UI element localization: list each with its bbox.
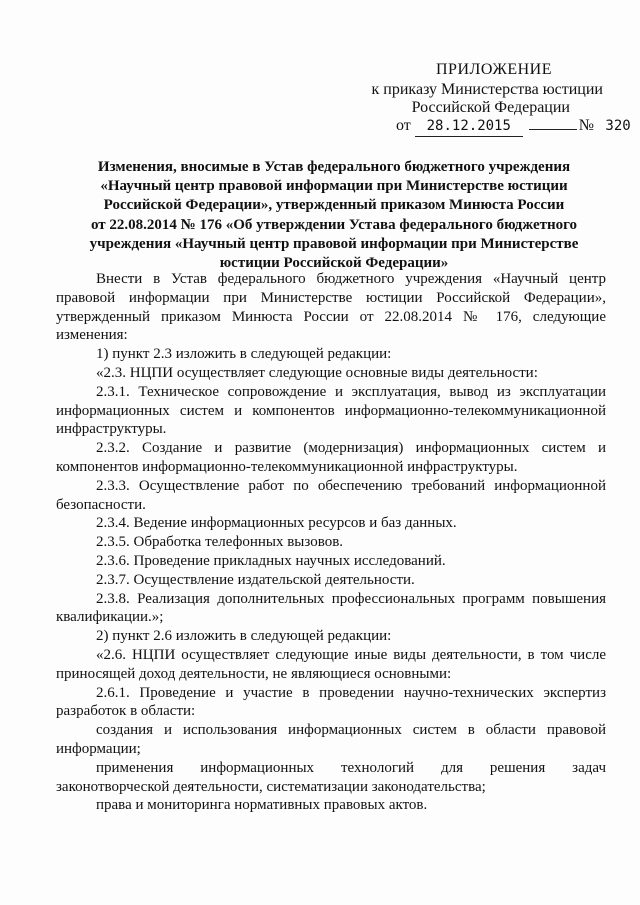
paragraph: 2) пункт 2.6 изложить в следующей редакции: [96,628,392,645]
paragraph: создания и использования информационных систем в области правовой информации; [56,722,606,757]
paragraph: «2.6. НЦПИ осуществляет следующие иные виды деятельности, в том числе приносящей доход деятельности, не являющиеся основными: [56,646,606,682]
order-date-line [396,116,638,137]
paragraph: 2.3.6. Проведение прикладных научных исследований. [96,552,446,569]
paragraph: 1) пункт 2.3 изложить в следующей редакции: [96,346,392,363]
order-reference: к приказу Министерства юстиции [371,81,603,98]
title-line: «Научный центр правовой информации при Министерстве юстиции [100,178,568,195]
paragraph: «2.3. НЦПИ осуществляет следующие основные виды деятельности: [96,364,538,381]
paragraph: 2.3.3. Осуществление работ по обеспечению требований информационной безопасности. [56,477,606,513]
paragraph: 2.3.4. Ведение информационных ресурсов и баз данных. [96,515,457,532]
paragraph: 2.3.1. Техническое сопровождение и эксплуатация, вывод из эксплуатации информационных систем и компонентов информационно-телекоммуникационной инфраструктуры. [56,383,606,438]
paragraph: 2.6.1. Проведение и участие в проведении научно-технических экспертиз разработок в области: [56,684,606,720]
document-title [86,158,582,273]
paragraph: права и мониторинга нормативных правовых актов. [96,797,428,814]
title-line: учреждения «Научный центр правовой информации при Министерстве [89,235,579,252]
paragraph: 2.3.7. Осуществление издательской деятельности. [96,571,415,588]
annex-heading: ПРИЛОЖЕНИЕ [435,61,552,78]
order-date: 28.12.2015 [415,116,523,137]
ministry-name: Российской Федерации [411,99,570,116]
paragraph: 2.3.5. Обработка телефонных вызовов. [96,534,344,551]
date-prefix: от [396,117,411,134]
order-number: 320 [605,118,631,134]
title-line: Российской Федерации», утвержденный приказом Минюста России [103,197,565,214]
title-line: юстиции Российской Федерации» [219,255,449,272]
intro-paragraph: Внести в Устав федерального бюджетного учреждения «Научный центр правовой информации при Министерстве юстиции Российской Федерации», утвержденный приказом Минюста России от 22.08.2014 № 176, следующие изменения: [56,271,606,344]
paragraph: 2.3.8. Реализация дополнительных профессиональных программ повышения квалификации.»; [56,590,606,626]
paragraph: 2.3.2. Создание и развитие (модернизация) информационных систем и компонентов информационно-телекоммуникационной инфраструктуры. [56,440,606,475]
title-line: Изменения, вносимые в Устав федерального бюджетного учреждения [97,159,571,175]
document-body [56,270,606,815]
title-line: от 22.08.2014 № 176 «Об утверждении Устава федерального бюджетного [90,216,578,233]
number-prefix: № [578,117,595,134]
paragraph: применения информационных технологий для решения задач законотворческой деятельности, систематизации законодательства; [56,759,606,795]
underline [529,129,577,130]
